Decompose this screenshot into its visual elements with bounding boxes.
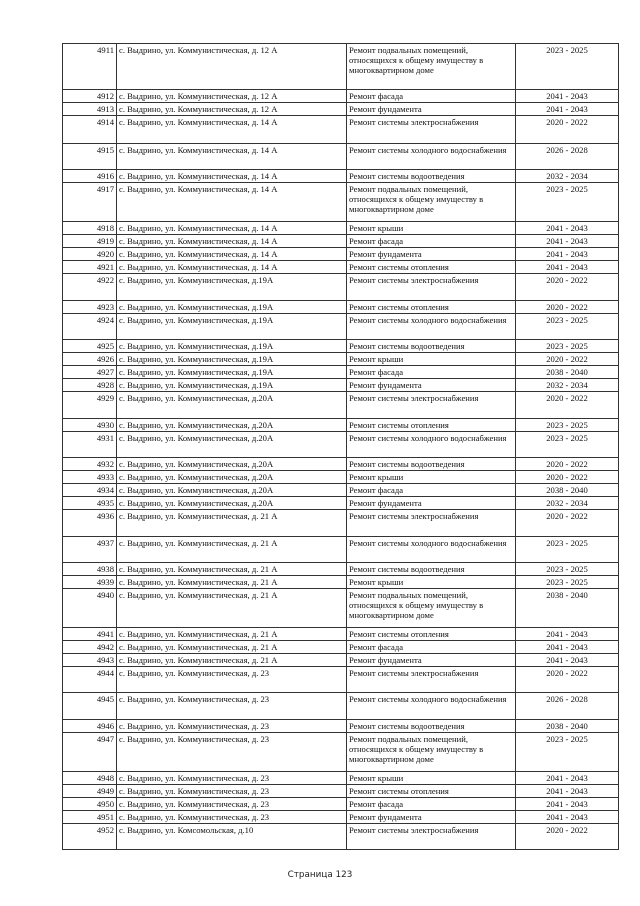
period-cell: 2041 - 2043 xyxy=(516,235,619,248)
period-cell: 2038 - 2040 xyxy=(516,589,619,628)
address-cell: с. Выдрино, ул. Коммунистическая, д. 23 xyxy=(117,720,347,733)
address-cell: с. Выдрино, ул. Коммунистическая, д.19А xyxy=(117,301,347,314)
table-row xyxy=(63,772,619,785)
work-type-cell: Ремонт системы отопления xyxy=(347,419,516,432)
row-number: 4934 xyxy=(63,484,117,497)
row-number: 4944 xyxy=(63,667,117,693)
period-cell: 2041 - 2043 xyxy=(516,222,619,235)
address-cell: с. Выдрино, ул. Коммунистическая, д. 12 А xyxy=(117,90,347,103)
row-number: 4938 xyxy=(63,563,117,576)
address-cell: с. Выдрино, ул. Коммунистическая, д. 21 А xyxy=(117,654,347,667)
period-cell: 2023 - 2025 xyxy=(516,537,619,563)
address-cell: с. Выдрино, ул. Коммунистическая, д. 14 А xyxy=(117,235,347,248)
work-type-cell: Ремонт крыши xyxy=(347,353,516,366)
work-type-cell: Ремонт системы электроснабжения xyxy=(347,510,516,537)
address-cell: с. Выдрино, ул. Коммунистическая, д. 23 xyxy=(117,733,347,772)
address-cell: с. Выдрино, ул. Коммунистическая, д.19А xyxy=(117,353,347,366)
work-type-cell: Ремонт фундамента xyxy=(347,497,516,510)
period-cell: 2041 - 2043 xyxy=(516,641,619,654)
table-row xyxy=(63,366,619,379)
table-row xyxy=(63,392,619,419)
address-cell: с. Выдрино, ул. Коммунистическая, д. 14 А xyxy=(117,248,347,261)
work-type-cell: Ремонт системы холодного водоснабжения xyxy=(347,693,516,720)
period-cell: 2041 - 2043 xyxy=(516,772,619,785)
period-cell: 2020 - 2022 xyxy=(516,274,619,301)
address-cell: с. Выдрино, ул. Коммунистическая, д. 14 А xyxy=(117,116,347,144)
period-cell: 2038 - 2040 xyxy=(516,720,619,733)
table-row xyxy=(63,733,619,772)
table-row xyxy=(63,484,619,497)
row-number: 4918 xyxy=(63,222,117,235)
period-cell: 2020 - 2022 xyxy=(516,301,619,314)
period-cell: 2020 - 2022 xyxy=(516,471,619,484)
work-type-cell: Ремонт подвальных помещений, относящихся к общему имуществу в многоквартирном доме xyxy=(347,589,516,628)
work-type-cell: Ремонт системы отопления xyxy=(347,628,516,641)
work-type-cell: Ремонт подвальных помещений, относящихся к общему имуществу в многоквартирном доме xyxy=(347,183,516,222)
address-cell: с. Выдрино, ул. Коммунистическая, д.20А xyxy=(117,392,347,419)
address-cell: с. Выдрино, ул. Комсомольская, д.10 xyxy=(117,824,347,850)
row-number: 4945 xyxy=(63,693,117,720)
table-row xyxy=(63,824,619,850)
period-cell: 2020 - 2022 xyxy=(516,824,619,850)
row-number: 4911 xyxy=(63,44,117,90)
period-cell: 2026 - 2028 xyxy=(516,693,619,720)
address-cell: с. Выдрино, ул. Коммунистическая, д.19А xyxy=(117,274,347,301)
table-row xyxy=(63,458,619,471)
table-row xyxy=(63,90,619,103)
work-type-cell: Ремонт фасада xyxy=(347,798,516,811)
table-row xyxy=(63,274,619,301)
table-row xyxy=(63,419,619,432)
work-type-cell: Ремонт фасада xyxy=(347,484,516,497)
table-row xyxy=(63,471,619,484)
row-number: 4948 xyxy=(63,772,117,785)
work-type-cell: Ремонт фундамента xyxy=(347,248,516,261)
work-type-cell: Ремонт фундамента xyxy=(347,103,516,116)
row-number: 4926 xyxy=(63,353,117,366)
period-cell: 2032 - 2034 xyxy=(516,379,619,392)
table-row xyxy=(63,248,619,261)
period-cell: 2041 - 2043 xyxy=(516,90,619,103)
period-cell: 2038 - 2040 xyxy=(516,484,619,497)
table-row xyxy=(63,432,619,458)
work-type-cell: Ремонт крыши xyxy=(347,576,516,589)
row-number: 4951 xyxy=(63,811,117,824)
period-cell: 2020 - 2022 xyxy=(516,667,619,693)
row-number: 4940 xyxy=(63,589,117,628)
row-number: 4931 xyxy=(63,432,117,458)
table-row xyxy=(63,589,619,628)
table-row xyxy=(63,785,619,798)
period-cell: 2041 - 2043 xyxy=(516,628,619,641)
address-cell: с. Выдрино, ул. Коммунистическая, д. 23 xyxy=(117,785,347,798)
table-row xyxy=(63,222,619,235)
work-type-cell: Ремонт системы холодного водоснабжения xyxy=(347,314,516,340)
work-type-cell: Ремонт системы холодного водоснабжения xyxy=(347,144,516,170)
address-cell: с. Выдрино, ул. Коммунистическая, д. 21 А xyxy=(117,537,347,563)
address-cell: с. Выдрино, ул. Коммунистическая, д. 12 А xyxy=(117,44,347,90)
period-cell: 2041 - 2043 xyxy=(516,654,619,667)
page-footer xyxy=(0,870,640,880)
row-number: 4949 xyxy=(63,785,117,798)
work-type-cell: Ремонт фасада xyxy=(347,641,516,654)
period-cell: 2020 - 2022 xyxy=(516,116,619,144)
table-row xyxy=(63,693,619,720)
address-cell: с. Выдрино, ул. Коммунистическая, д. 21 А xyxy=(117,576,347,589)
table-row xyxy=(63,798,619,811)
row-number: 4915 xyxy=(63,144,117,170)
work-type-cell: Ремонт системы водоотведения xyxy=(347,458,516,471)
work-type-cell: Ремонт фундамента xyxy=(347,379,516,392)
row-number: 4922 xyxy=(63,274,117,301)
work-type-cell: Ремонт системы холодного водоснабжения xyxy=(347,432,516,458)
page-number-label: Страница 123 xyxy=(287,870,353,880)
table-row xyxy=(63,301,619,314)
table-row xyxy=(63,497,619,510)
row-number: 4916 xyxy=(63,170,117,183)
row-number: 4929 xyxy=(63,392,117,419)
table-row xyxy=(63,628,619,641)
work-type-cell: Ремонт системы электроснабжения xyxy=(347,274,516,301)
period-cell: 2023 - 2025 xyxy=(516,576,619,589)
work-type-cell: Ремонт фасада xyxy=(347,366,516,379)
period-cell: 2023 - 2025 xyxy=(516,183,619,222)
address-cell: с. Выдрино, ул. Коммунистическая, д.19А xyxy=(117,340,347,353)
table-row xyxy=(63,340,619,353)
work-type-cell: Ремонт фундамента xyxy=(347,654,516,667)
work-type-cell: Ремонт системы водоотведения xyxy=(347,170,516,183)
period-cell: 2023 - 2025 xyxy=(516,314,619,340)
table-row xyxy=(63,654,619,667)
work-type-cell: Ремонт подвальных помещений, относящихся к общему имуществу в многоквартирном доме xyxy=(347,44,516,90)
address-cell: с. Выдрино, ул. Коммунистическая, д.20А xyxy=(117,484,347,497)
row-number: 4950 xyxy=(63,798,117,811)
address-cell: с. Выдрино, ул. Коммунистическая, д.19А xyxy=(117,314,347,340)
work-type-cell: Ремонт системы холодного водоснабжения xyxy=(347,537,516,563)
row-number: 4930 xyxy=(63,419,117,432)
table-row xyxy=(63,379,619,392)
address-cell: с. Выдрино, ул. Коммунистическая, д. 21 А xyxy=(117,563,347,576)
work-type-cell: Ремонт системы отопления xyxy=(347,785,516,798)
address-cell: с. Выдрино, ул. Коммунистическая, д. 23 xyxy=(117,693,347,720)
repair-schedule-table xyxy=(62,43,619,850)
work-type-cell: Ремонт фундамента xyxy=(347,811,516,824)
period-cell: 2023 - 2025 xyxy=(516,340,619,353)
work-type-cell: Ремонт системы отопления xyxy=(347,261,516,274)
period-cell: 2041 - 2043 xyxy=(516,798,619,811)
address-cell: с. Выдрино, ул. Коммунистическая, д.20А xyxy=(117,432,347,458)
work-type-cell: Ремонт фасада xyxy=(347,235,516,248)
address-cell: с. Выдрино, ул. Коммунистическая, д. 21 А xyxy=(117,589,347,628)
address-cell: с. Выдрино, ул. Коммунистическая, д. 14 А xyxy=(117,144,347,170)
address-cell: с. Выдрино, ул. Коммунистическая, д. 21 А xyxy=(117,510,347,537)
row-number: 4946 xyxy=(63,720,117,733)
period-cell: 2026 - 2028 xyxy=(516,144,619,170)
table-row xyxy=(63,103,619,116)
row-number: 4914 xyxy=(63,116,117,144)
work-type-cell: Ремонт системы электроснабжения xyxy=(347,824,516,850)
row-number: 4942 xyxy=(63,641,117,654)
address-cell: с. Выдрино, ул. Коммунистическая, д.20А xyxy=(117,419,347,432)
address-cell: с. Выдрино, ул. Коммунистическая, д. 23 xyxy=(117,811,347,824)
table-row xyxy=(63,116,619,144)
address-cell: с. Выдрино, ул. Коммунистическая, д.20А xyxy=(117,458,347,471)
period-cell: 2041 - 2043 xyxy=(516,785,619,798)
row-number: 4937 xyxy=(63,537,117,563)
row-number: 4920 xyxy=(63,248,117,261)
row-number: 4928 xyxy=(63,379,117,392)
address-cell: с. Выдрино, ул. Коммунистическая, д. 21 А xyxy=(117,628,347,641)
table-row xyxy=(63,563,619,576)
row-number: 4941 xyxy=(63,628,117,641)
work-type-cell: Ремонт системы водоотведения xyxy=(347,720,516,733)
address-cell: с. Выдрино, ул. Коммунистическая, д. 14 А xyxy=(117,170,347,183)
table-row xyxy=(63,261,619,274)
row-number: 4927 xyxy=(63,366,117,379)
address-cell: с. Выдрино, ул. Коммунистическая, д. 14 А xyxy=(117,261,347,274)
period-cell: 2023 - 2025 xyxy=(516,563,619,576)
row-number: 4943 xyxy=(63,654,117,667)
row-number: 4935 xyxy=(63,497,117,510)
work-type-cell: Ремонт крыши xyxy=(347,772,516,785)
work-type-cell: Ремонт системы электроснабжения xyxy=(347,667,516,693)
row-number: 4952 xyxy=(63,824,117,850)
table-row xyxy=(63,811,619,824)
period-cell: 2020 - 2022 xyxy=(516,458,619,471)
period-cell: 2038 - 2040 xyxy=(516,366,619,379)
address-cell: с. Выдрино, ул. Коммунистическая, д. 21 А xyxy=(117,641,347,654)
row-number: 4932 xyxy=(63,458,117,471)
row-number: 4947 xyxy=(63,733,117,772)
row-number: 4919 xyxy=(63,235,117,248)
period-cell: 2041 - 2043 xyxy=(516,103,619,116)
period-cell: 2032 - 2034 xyxy=(516,170,619,183)
period-cell: 2020 - 2022 xyxy=(516,392,619,419)
period-cell: 2023 - 2025 xyxy=(516,419,619,432)
address-cell: с. Выдрино, ул. Коммунистическая, д. 23 xyxy=(117,667,347,693)
row-number: 4939 xyxy=(63,576,117,589)
work-type-cell: Ремонт системы электроснабжения xyxy=(347,116,516,144)
table-row xyxy=(63,667,619,693)
table-row xyxy=(63,144,619,170)
table-row xyxy=(63,235,619,248)
table-row xyxy=(63,44,619,90)
row-number: 4913 xyxy=(63,103,117,116)
address-cell: с. Выдрино, ул. Коммунистическая, д.19А xyxy=(117,366,347,379)
work-type-cell: Ремонт системы электроснабжения xyxy=(347,392,516,419)
period-cell: 2023 - 2025 xyxy=(516,733,619,772)
table-row xyxy=(63,576,619,589)
row-number: 4912 xyxy=(63,90,117,103)
row-number: 4936 xyxy=(63,510,117,537)
work-type-cell: Ремонт фасада xyxy=(347,90,516,103)
work-type-cell: Ремонт крыши xyxy=(347,222,516,235)
address-cell: с. Выдрино, ул. Коммунистическая, д. 23 xyxy=(117,798,347,811)
period-cell: 2041 - 2043 xyxy=(516,261,619,274)
table-row xyxy=(63,353,619,366)
period-cell: 2023 - 2025 xyxy=(516,432,619,458)
table-row xyxy=(63,183,619,222)
address-cell: с. Выдрино, ул. Коммунистическая, д.19А xyxy=(117,379,347,392)
work-type-cell: Ремонт подвальных помещений, относящихся к общему имуществу в многоквартирном доме xyxy=(347,733,516,772)
address-cell: с. Выдрино, ул. Коммунистическая, д.20А xyxy=(117,471,347,484)
work-type-cell: Ремонт системы водоотведения xyxy=(347,563,516,576)
table-row xyxy=(63,510,619,537)
work-type-cell: Ремонт крыши xyxy=(347,471,516,484)
row-number: 4923 xyxy=(63,301,117,314)
address-cell: с. Выдрино, ул. Коммунистическая, д. 14 А xyxy=(117,183,347,222)
row-number: 4921 xyxy=(63,261,117,274)
work-type-cell: Ремонт системы отопления xyxy=(347,301,516,314)
table-body xyxy=(63,44,619,850)
table-row xyxy=(63,314,619,340)
row-number: 4917 xyxy=(63,183,117,222)
address-cell: с. Выдрино, ул. Коммунистическая, д. 12 А xyxy=(117,103,347,116)
address-cell: с. Выдрино, ул. Коммунистическая, д.20А xyxy=(117,497,347,510)
table-row xyxy=(63,641,619,654)
table-row xyxy=(63,537,619,563)
period-cell: 2020 - 2022 xyxy=(516,353,619,366)
row-number: 4933 xyxy=(63,471,117,484)
address-cell: с. Выдрино, ул. Коммунистическая, д. 23 xyxy=(117,772,347,785)
period-cell: 2023 - 2025 xyxy=(516,44,619,90)
period-cell: 2020 - 2022 xyxy=(516,510,619,537)
table-row xyxy=(63,170,619,183)
address-cell: с. Выдрино, ул. Коммунистическая, д. 14 А xyxy=(117,222,347,235)
period-cell: 2041 - 2043 xyxy=(516,811,619,824)
period-cell: 2032 - 2034 xyxy=(516,497,619,510)
period-cell: 2041 - 2043 xyxy=(516,248,619,261)
row-number: 4925 xyxy=(63,340,117,353)
table-row xyxy=(63,720,619,733)
work-type-cell: Ремонт системы водоотведения xyxy=(347,340,516,353)
row-number: 4924 xyxy=(63,314,117,340)
